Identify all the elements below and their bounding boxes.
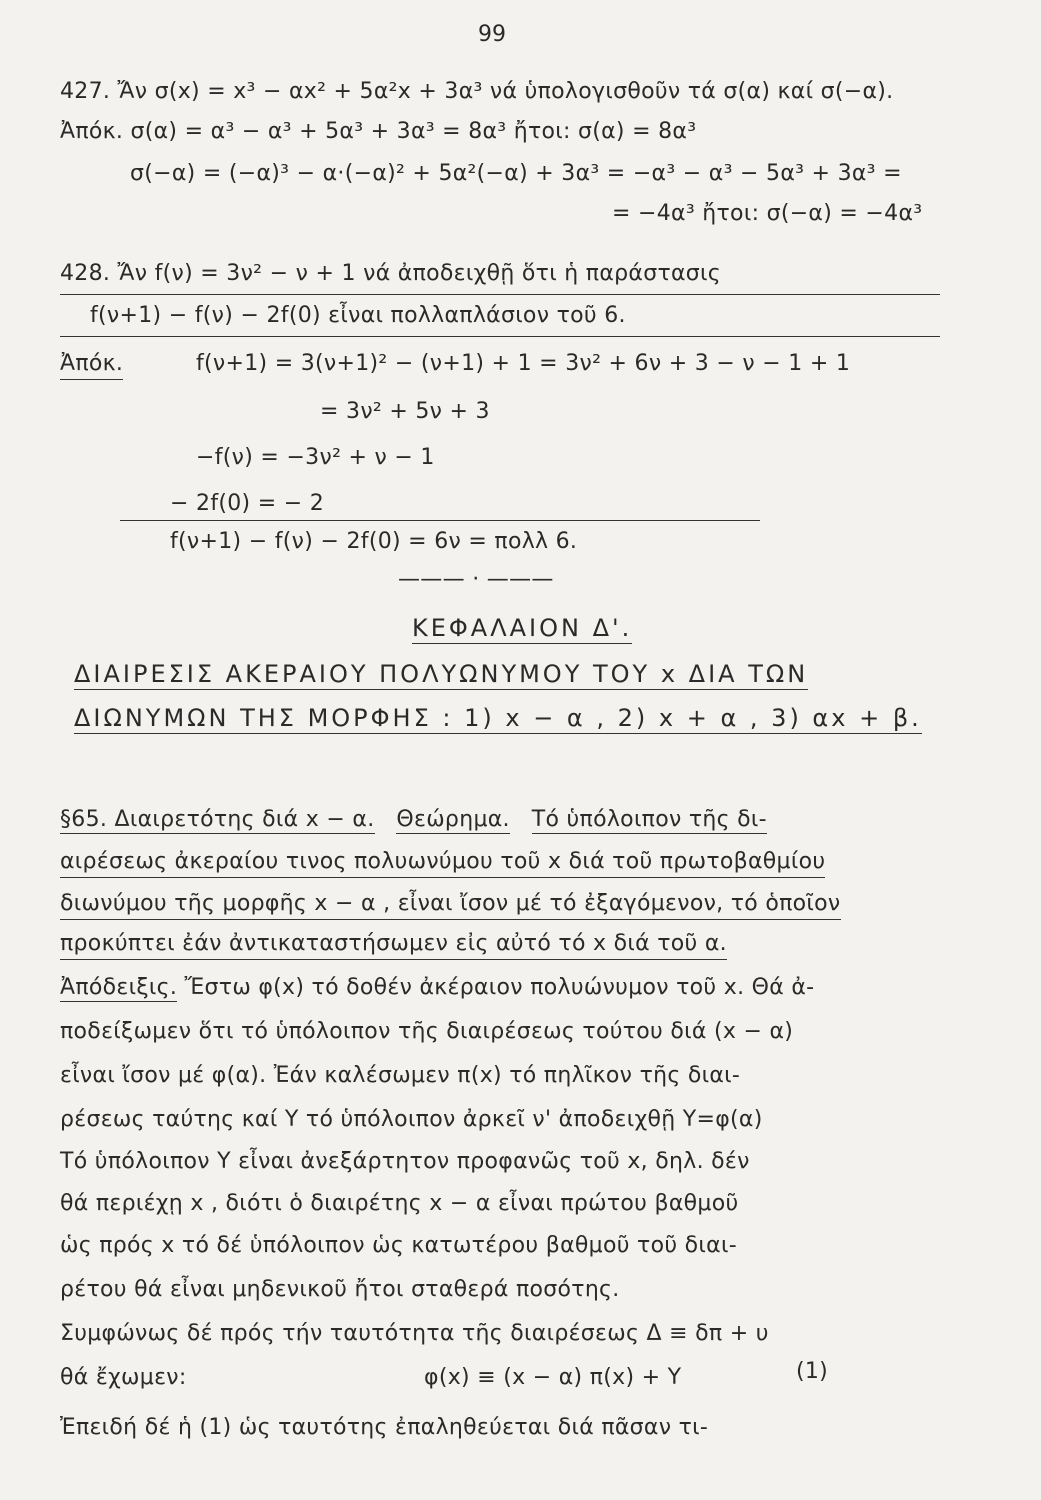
exercise-428-statement: 428. Ἄν f(ν) = 3ν² − ν + 1 νά ἀποδειχθῇ ὅτι ἡ παράστασις xyxy=(60,261,721,286)
proof-text: Ἔστω φ(x) τό δοθέν ἀκέραιον πολυώνυμον τοῦ x. Θά ἀ- xyxy=(184,975,815,1000)
theorem-text: Τό ὑπόλοιπον τῆς δι- xyxy=(531,807,767,832)
exercise-427-answer: Ἀπόκ. σ(α) = α³ − α³ + 5α³ + 3α³ = 8α³ ἤτοι: σ(α) = 8α³ xyxy=(60,119,697,144)
answer-sum: f(ν+1) − f(ν) − 2f(0) = 6ν = πολλ 6. xyxy=(170,529,578,554)
chapter-title: ΚΕΦΑΛΑΙΟΝ Δ'. xyxy=(412,614,633,642)
answer-row: f(ν+1) = 3(ν+1)² − (ν+1) + 1 = 3ν² + 6ν + 3 − ν − 1 + 1 xyxy=(196,351,851,376)
theorem-text: αιρέσεως ἀκεραίου τινος πολυωνύμου τοῦ x διά τοῦ πρωτοβαθμίου xyxy=(60,848,825,878)
proof-text: ρέτου θά εἶναι μηδενικοῦ ἤτοι σταθερά ποσότης. xyxy=(60,1277,620,1302)
equation-number: (1) xyxy=(796,1359,829,1384)
page-number: 99 xyxy=(478,22,506,47)
proof-text: ποδείξωμεν ὅτι τό ὑπόλοιπον τῆς διαιρέσεως τούτου διά (x − α) xyxy=(60,1019,794,1044)
chapter-subtitle: ΔΙΑΙΡΕΣΙΣ ΑΚΕΡΑΙΟΥ ΠΟΛΥΩΝΥΜΟΥ ΤΟΥ x ΔΙΑ ΤΩΝ xyxy=(74,660,809,688)
proof-text: ρέσεως ταύτης καί Υ τό ὑπόλοιπον ἀρκεῖ ν' ἀποδειχθῇ Υ=φ(α) xyxy=(60,1107,763,1132)
proof-text: ὡς πρός x τό δέ ὑπόλοιπον ὡς κατωτέρου βαθμοῦ τοῦ διαι- xyxy=(60,1233,737,1258)
proof-text: Τό ὑπόλοιπον Υ εἶναι ἀνεξάρτητον προφανῶς τοῦ x, δηλ. δέν xyxy=(60,1149,750,1174)
chapter-subtitle: ΔΙΩΝΥΜΩΝ ΤΗΣ ΜΟΡΦΗΣ : 1) x − α , 2) x + α , 3) αx + β. xyxy=(74,704,922,732)
separator: ——— · ——— xyxy=(398,567,554,592)
theorem-text: προκύπτει ἐάν ἀντικαταστήσωμεν εἰς αὐτό τό x διά τοῦ α. xyxy=(60,930,727,960)
exercise-427-statement: 427. Ἄν σ(x) = x³ − αx² + 5α²x + 3α³ νά ὑπολογισθοῦν τά σ(α) καί σ(−α). xyxy=(60,79,894,104)
proof-text: θά περιέχῃ x , διότι ὁ διαιρέτης x − α εἶναι πρώτου βαθμοῦ xyxy=(60,1191,739,1216)
answer-row: − 2f(0) = − 2 xyxy=(170,491,325,516)
theorem-text: διωνύμου τῆς μορφῆς x − α , εἶναι ἴσον μέ τό ἐξαγόμενον, τό ὁποῖον xyxy=(60,890,841,920)
sum-rule xyxy=(120,520,760,521)
statement-underline xyxy=(60,294,940,295)
proof-label: Ἀπόδειξις. xyxy=(60,975,178,1000)
exercise-427-result: = −4α³ ἤτοι: σ(−α) = −4α³ xyxy=(612,201,923,226)
answer-label: Ἀπόκ. xyxy=(60,350,123,380)
section-heading: §65. Διαιρετότης διά x − α. xyxy=(60,807,375,832)
proof-text: Ἐπειδή δέ ἡ (1) ὡς ταυτότης ἐπαληθεύεται διά πᾶσαν τι- xyxy=(60,1415,709,1440)
theorem-label: Θεώρημα. xyxy=(396,807,510,832)
proof-text: Συμφώνως δέ πρός τήν ταυτότητα τῆς διαιρέσεως Δ ≡ δπ + υ xyxy=(60,1321,769,1346)
exercise-427-answer-line: σ(−α) = (−α)³ − α·(−α)² + 5α²(−α) + 3α³ = −α³ − α³ − 5α³ + 3α³ = xyxy=(130,161,902,186)
proof-line xyxy=(60,974,814,1002)
answer-row: = 3ν² + 5ν + 3 xyxy=(320,399,490,424)
answer-row: −f(ν) = −3ν² + ν − 1 xyxy=(196,445,435,470)
statement-underline xyxy=(60,336,940,337)
identity-equation: φ(x) ≡ (x − α) π(x) + Υ xyxy=(424,1365,682,1390)
proof-text: εἶναι ἴσον μέ φ(α). Ἐάν καλέσωμεν π(x) τό πηλῖκον τῆς διαι- xyxy=(60,1063,741,1088)
exercise-428-statement-cont: f(ν+1) − f(ν) − 2f(0) εἶναι πολλαπλάσιον τοῦ 6. xyxy=(90,303,626,328)
section-heading-line xyxy=(60,806,767,834)
proof-text: θά ἔχωμεν: xyxy=(60,1365,187,1390)
